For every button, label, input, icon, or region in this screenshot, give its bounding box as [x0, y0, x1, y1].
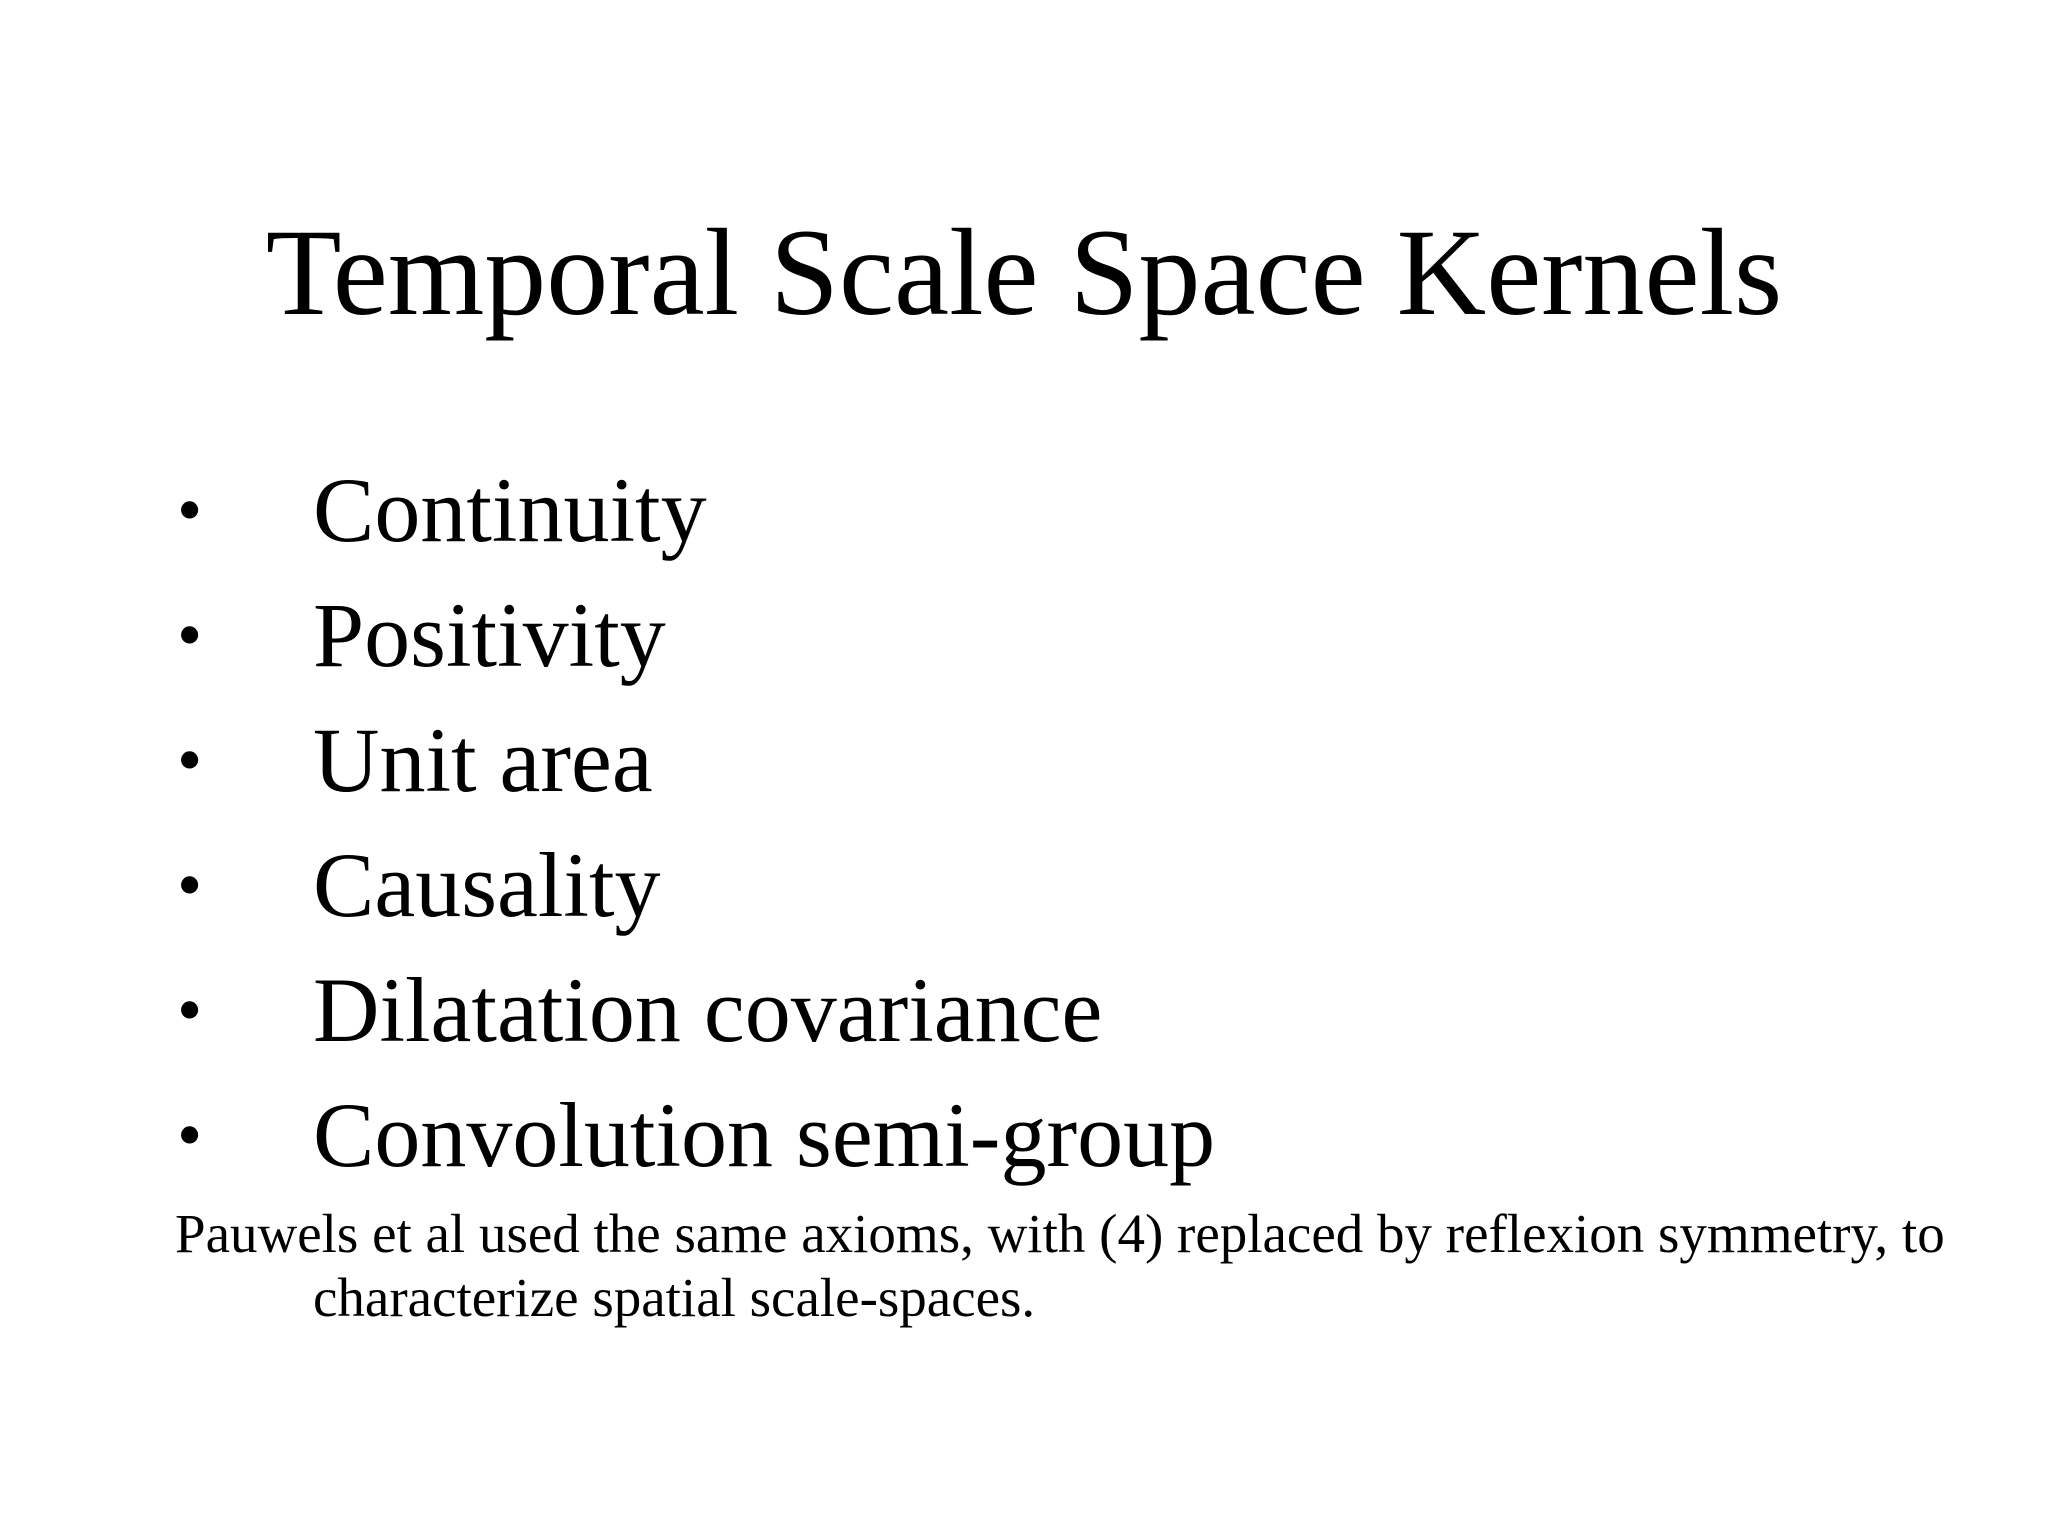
slide-title: Temporal Scale Space Kernels	[265, 204, 1783, 341]
list-item	[0, 948, 2048, 1073]
bullet-text-dilatation-covariance: Dilatation covariance	[313, 959, 1103, 1061]
list-item	[0, 573, 2048, 698]
bullet-text-unit-area: Unit area	[313, 709, 653, 811]
slide-note: Pauwels et al used the same axioms, with (4) replaced by reflexion symmetry, to characterize spatial scale-spaces.	[175, 1203, 1945, 1328]
bullet-icon: •	[177, 845, 203, 925]
bullet-icon: •	[177, 970, 203, 1050]
bullet-text-convolution-semi-group: Convolution semi-group	[313, 1084, 1216, 1186]
bullet-text-continuity: Continuity	[313, 459, 707, 561]
list-item	[0, 1073, 2048, 1198]
bullet-text-causality: Causality	[313, 834, 661, 936]
bullet-icon: •	[177, 720, 203, 800]
bullet-icon: •	[177, 470, 203, 550]
list-item	[0, 823, 2048, 948]
bullet-icon: •	[177, 595, 203, 675]
bullet-text-positivity: Positivity	[313, 584, 666, 686]
list-item	[0, 698, 2048, 823]
bullet-list	[0, 448, 2048, 1198]
bullet-icon: •	[177, 1095, 203, 1175]
list-item	[0, 448, 2048, 573]
